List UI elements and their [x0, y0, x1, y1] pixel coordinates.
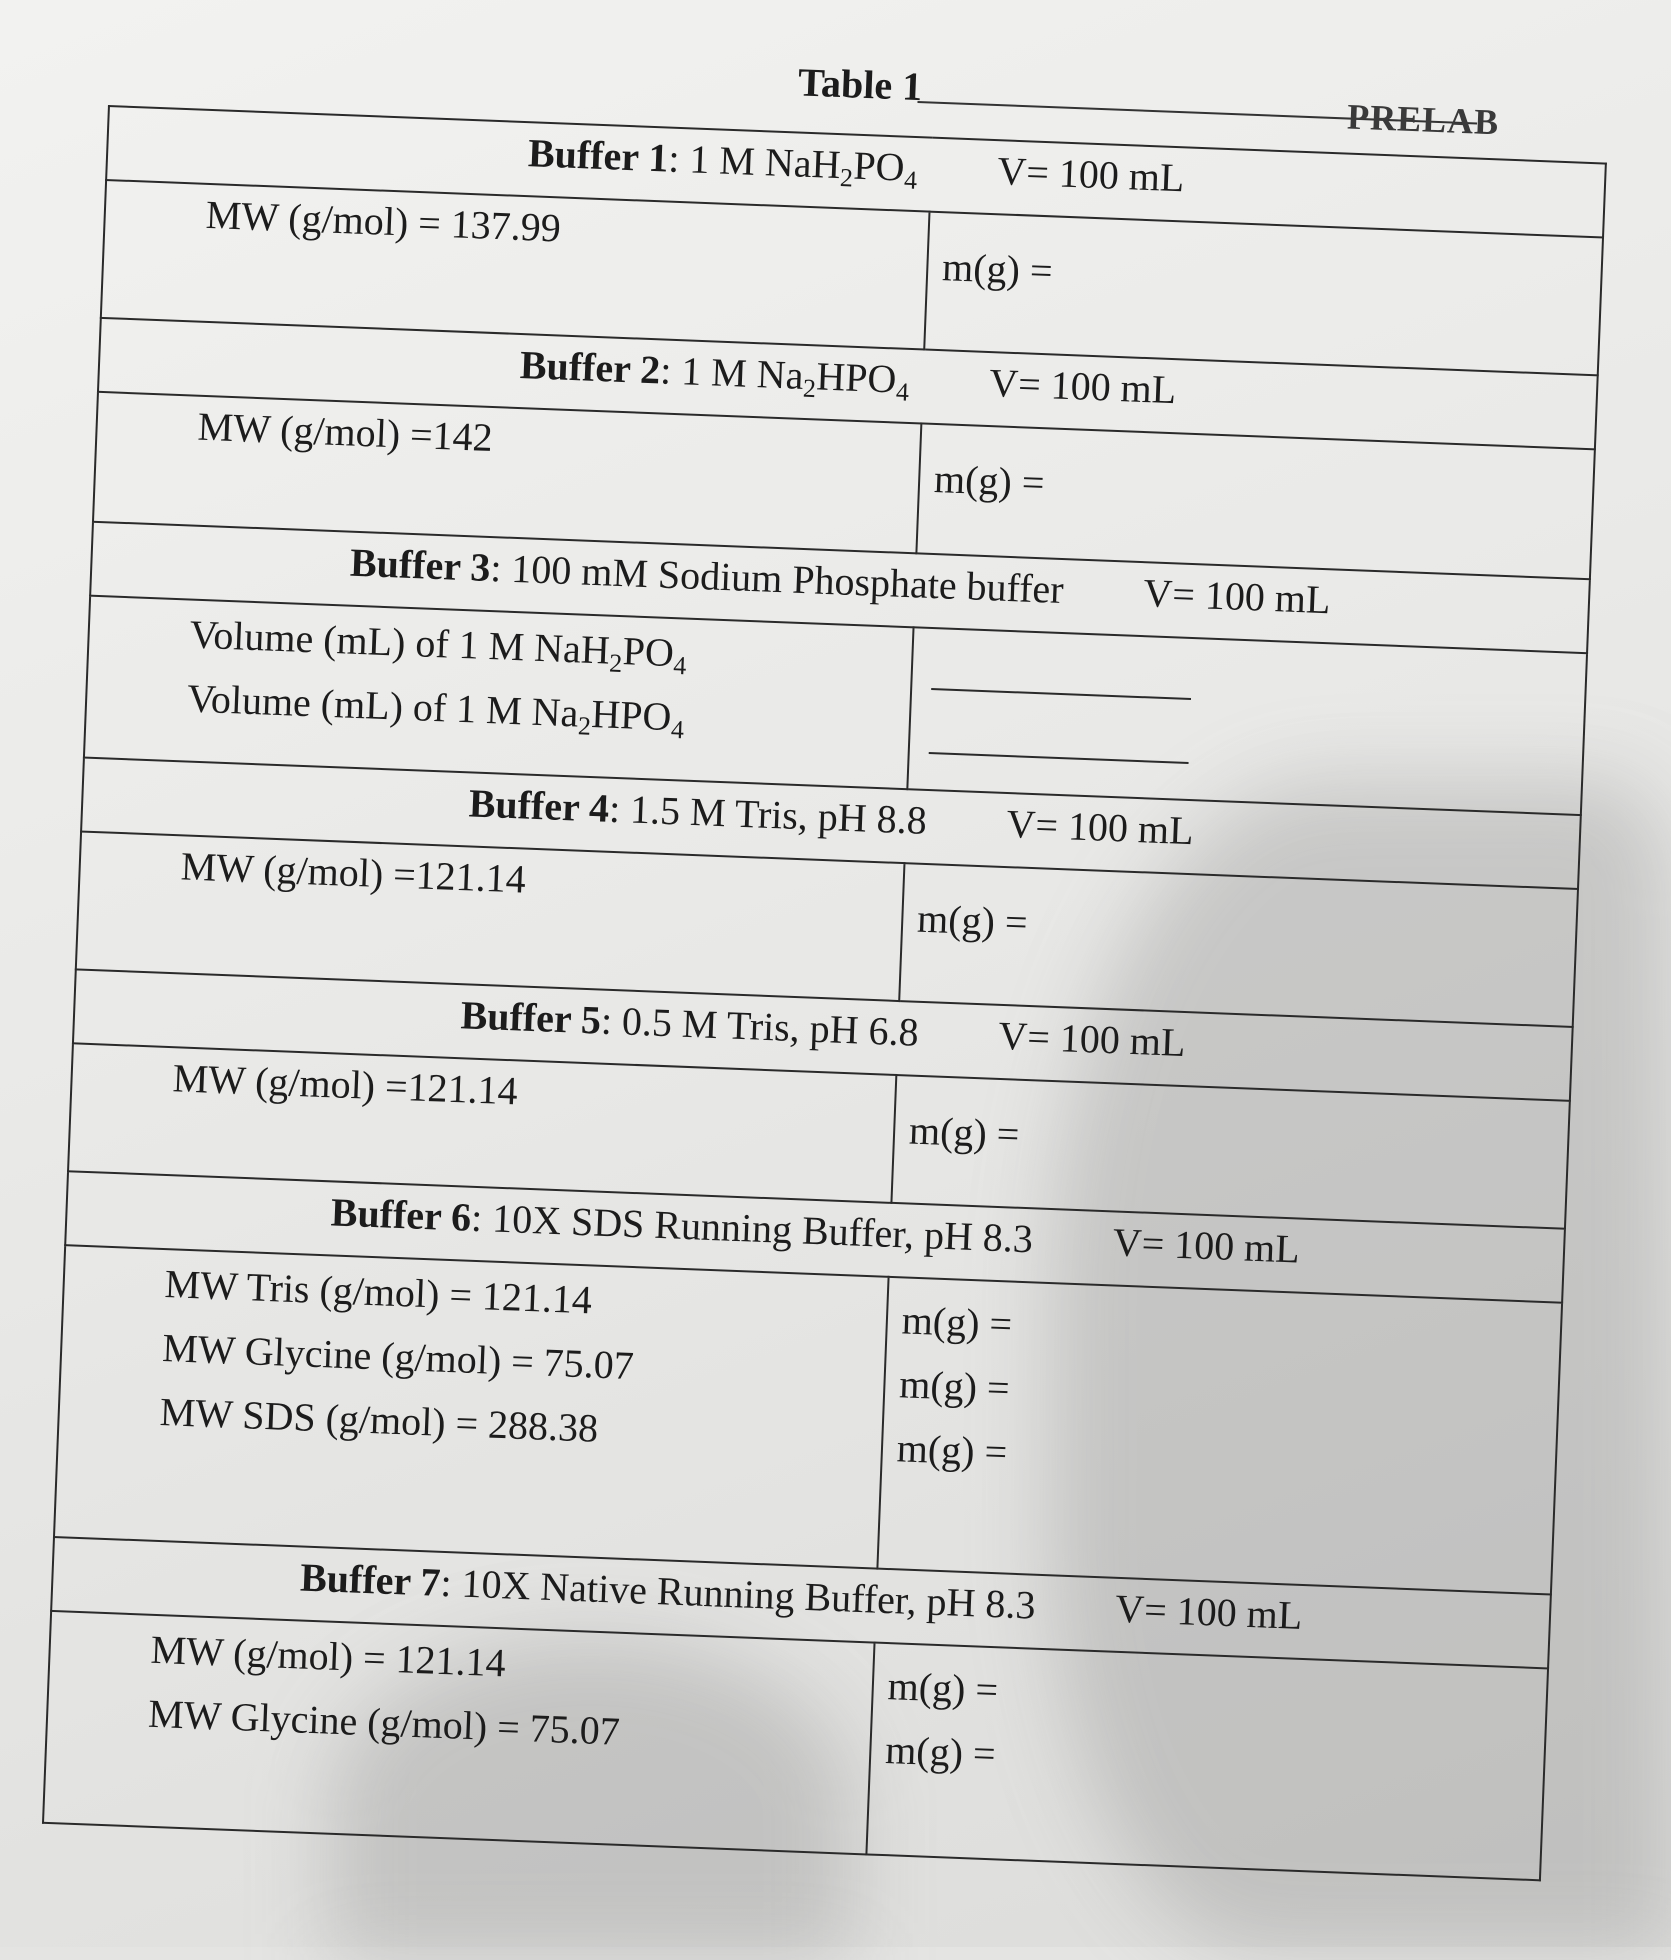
mw-value: MW (g/mol) = 137.99: [205, 191, 562, 251]
subscript: 2: [802, 373, 817, 404]
buffer-volume: V= 100 mL: [1111, 1219, 1301, 1272]
buffer-table: [42, 105, 1607, 1881]
mass-label: m(g) =: [941, 244, 1054, 294]
mass-cell[interactable]: [916, 423, 1595, 579]
buffer-description: : 10X SDS Running Buffer, pH 8.3: [470, 1194, 1034, 1262]
mass-label-glycine: m(g) =: [884, 1727, 997, 1777]
buffer-number: Buffer 5: [459, 992, 602, 1043]
buffer-description: : 100 mM Sodium Phosphate buffer: [489, 545, 1065, 613]
mw-value: MW (g/mol) =121.14: [171, 1055, 519, 1114]
subscript: 4: [672, 650, 687, 681]
mass-cell[interactable]: [899, 863, 1578, 1027]
buffer-table-grid: [42, 105, 1607, 1881]
buffer-volume: V= 100 mL: [996, 148, 1186, 201]
mass-label: m(g) =: [908, 1107, 1021, 1157]
volume-label: Volume (mL) of 1 M NaH: [188, 611, 611, 673]
subscript: 4: [895, 377, 910, 407]
volume-label-cont: PO: [621, 628, 675, 676]
buffer-number: Buffer 4: [467, 780, 610, 831]
mass-cell[interactable]: [924, 212, 1603, 376]
mass-label: m(g) =: [933, 456, 1046, 506]
buffer-number: Buffer 7: [299, 1554, 442, 1605]
answer-blank-na2hpo4[interactable]: [929, 712, 1190, 764]
volume-answer-cell: [907, 627, 1587, 815]
mw-value: MW (g/mol) =121.14: [179, 843, 527, 902]
subscript: 4: [670, 714, 685, 745]
mw-value: MW (g/mol) =142: [196, 403, 494, 460]
buffer-description: : 0.5 M Tris, pH 6.8: [600, 997, 920, 1055]
mw-cell: [43, 1611, 874, 1854]
buffer-number: Buffer 6: [330, 1189, 473, 1240]
mw-cell: [54, 1245, 888, 1568]
mass-label: m(g) =: [916, 895, 1029, 945]
buffer-description-cont: HPO: [815, 353, 898, 402]
mass-label-glycine: m(g) =: [898, 1361, 1011, 1411]
buffer-volume: V= 100 mL: [997, 1012, 1187, 1066]
volume-line-na2hpo4: [186, 674, 909, 750]
mass-cell[interactable]: [891, 1075, 1570, 1229]
mw-value-glycine: MW Glycine (g/mol) = 75.07: [161, 1325, 635, 1389]
mass-cell[interactable]: [866, 1643, 1548, 1881]
buffer-description: : 1.5 M Tris, pH 8.8: [608, 785, 928, 843]
buffer-number: Buffer 1: [527, 130, 670, 181]
buffer-number: Buffer 3: [349, 539, 492, 591]
mass-label-tris: m(g) =: [886, 1663, 999, 1713]
buffer-6-row: [54, 1245, 1562, 1594]
mw-value-tris: MW Tris (g/mol) = 121.14: [163, 1261, 593, 1323]
buffer-volume: V= 100 mL: [1005, 801, 1195, 854]
subscript: 2: [839, 162, 854, 193]
buffer-description: : 1 M Na: [659, 347, 805, 398]
buffer-volume: V= 100 mL: [988, 360, 1178, 413]
volume-label: Volume (mL) of 1 M Na: [186, 675, 580, 736]
mass-cell[interactable]: [877, 1277, 1562, 1595]
buffer-number: Buffer 2: [519, 342, 662, 393]
subscript: 2: [577, 711, 592, 741]
subscript: 4: [903, 165, 918, 195]
volume-cell: [84, 596, 914, 790]
prelab-label: PRELAB: [1346, 96, 1500, 143]
mass-label-sds: m(g) =: [896, 1425, 1009, 1475]
buffer-volume: V= 100 mL: [1114, 1585, 1304, 1638]
subscript: 2: [608, 648, 623, 678]
buffer-description: : 10X Native Running Buffer, pH 8.3: [439, 1559, 1037, 1628]
table-title: Table 1: [797, 59, 924, 110]
mw-value-tris: MW (g/mol) = 121.14: [149, 1626, 507, 1686]
volume-label-cont: HPO: [590, 691, 673, 740]
buffer-description-cont: PO: [852, 142, 906, 190]
answer-blank-nah2po4[interactable]: [931, 648, 1192, 700]
mw-value-sds: MW SDS (g/mol) = 288.38: [159, 1388, 599, 1451]
buffer-description: : 1 M NaH: [667, 135, 842, 188]
mass-label-tris: m(g) =: [900, 1297, 1013, 1347]
mw-value-glycine: MW Glycine (g/mol) = 75.07: [147, 1690, 621, 1754]
buffer-volume: V= 100 mL: [1142, 570, 1332, 623]
